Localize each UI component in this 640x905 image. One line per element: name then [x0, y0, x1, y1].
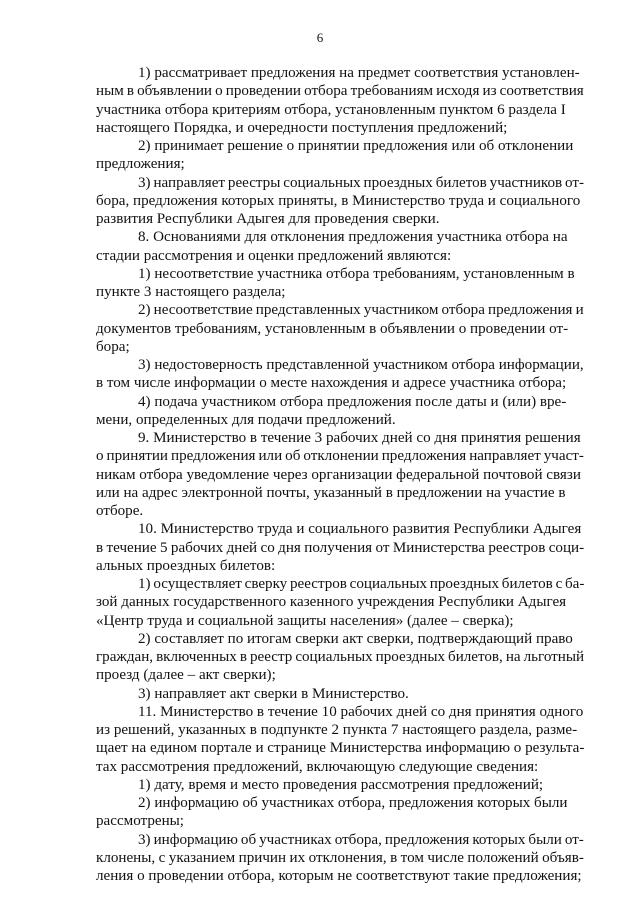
text-line: щает на едином портале и странице Министерства информацию о результа-: [96, 740, 585, 757]
text-line: альных проездных билетов:: [96, 557, 276, 574]
text-line: ным в объявлении о проведении отбора требованиям исходя из соответствия: [96, 83, 584, 100]
text-line: 1) дату, время и место проведения рассмотрения предложений;: [138, 776, 544, 793]
text-line: в том числе информации о месте нахождения и адресе участника отбора;: [96, 375, 567, 392]
text-line: тах рассмотрения предложений, включающую следующие сведения:: [96, 758, 539, 775]
text-line: 4) подача участником отбора предложения после даты и (или) вре-: [138, 393, 567, 410]
text-line: «Центр труда и социальной защиты населения» (далее – сверка);: [96, 612, 514, 629]
text-line: предложения;: [96, 156, 185, 173]
text-line: 2) составляет по итогам сверки акт сверки, подтверждающий право: [138, 630, 573, 647]
text-line: граждан, включенных в реестр социальных проездных билетов, на льготный: [96, 649, 585, 665]
text-line: бора;: [96, 338, 130, 355]
text-line: клонены, с указанием причин их отклонения, в том числе положений объяв-: [96, 849, 584, 866]
text-line: о принятии предложения или об отклонении предложения направляет участ-: [96, 448, 584, 465]
text-line: настоящего Порядка, и очередности поступления предложений;: [96, 119, 508, 136]
text-line: бора, предложения которых приняты, в Министерство труда и социального: [96, 192, 581, 209]
text-line: 1) несоответствие участника отбора требованиям, установленным в: [138, 265, 575, 282]
text-line: 2) принимает решение о принятии предложения или об отклонении: [138, 138, 574, 154]
text-line: отборе.: [96, 503, 144, 519]
text-line: 3) направляет акт сверки в Министерство.: [138, 685, 409, 702]
text-line: мени, определенных для подачи предложений.: [96, 411, 396, 428]
text-line: ления о проведении отбора, которым не соответствуют такие предложения;: [96, 868, 582, 884]
text-line: 11. Министерство в течение 10 рабочих дней со дня принятия одного: [138, 703, 584, 720]
text-line: в течение 5 рабочих дней со дня получения от Министерства реестров соци-: [96, 539, 585, 556]
text-line: пункте 3 настоящего раздела;: [96, 284, 286, 300]
text-line: стадии рассмотрения и оценки предложений являются:: [96, 247, 452, 264]
text-line: рассмотрены;: [96, 813, 184, 830]
text-line: 2) информацию об участниках отбора, предложения которых были: [138, 795, 568, 811]
text-line: 9. Министерство в течение 3 рабочих дней со дня принятия решения: [138, 430, 581, 446]
document-body: [96, 64, 584, 885]
text-line: 1) осуществляет сверку реестров социальных проездных билетов с ба-: [138, 576, 585, 592]
text-line: 1) рассматривает предложения на предмет соответствия установлен-: [138, 65, 580, 81]
text-line: 3) направляет реестры социальных проездных билетов участников от-: [138, 174, 584, 191]
text-line: 2) несоответствие представленных участником отбора предложения и: [138, 302, 584, 319]
text-line: зой данных государственного казенного учреждения Республики Адыгея: [96, 594, 567, 611]
text-line: 8. Основаниями для отклонения предложения участника отбора на: [138, 229, 568, 246]
page-number: 6: [316, 30, 324, 45]
text-line: из решений, указанных в подпункте 2 пункта 7 настоящего раздела, разме-: [96, 722, 578, 738]
text-line: проезд (далее – акт сверки);: [96, 667, 276, 684]
text-line: никам отбора уведомление через организации федеральной почтовой связи: [96, 466, 581, 483]
text-line: 10. Министерство труда и социального развития Республики Адыгея: [138, 521, 582, 538]
text-line: документов требованиям, установленным в объявлении о проведении от-: [96, 320, 569, 337]
text-line: участника отбора критериям отбора, установленным пунктом 6 раздела I: [96, 101, 566, 118]
text-line: 3) недостоверность представленной участником отбора информации,: [138, 357, 584, 373]
text-line: или на адрес электронной почты, указанный в предложении на участие в: [96, 484, 566, 501]
text-line: развития Республики Адыгея для проведения сверки.: [96, 211, 440, 227]
text-line: 3) информацию об участниках отбора, предложения которых были от-: [138, 831, 584, 848]
